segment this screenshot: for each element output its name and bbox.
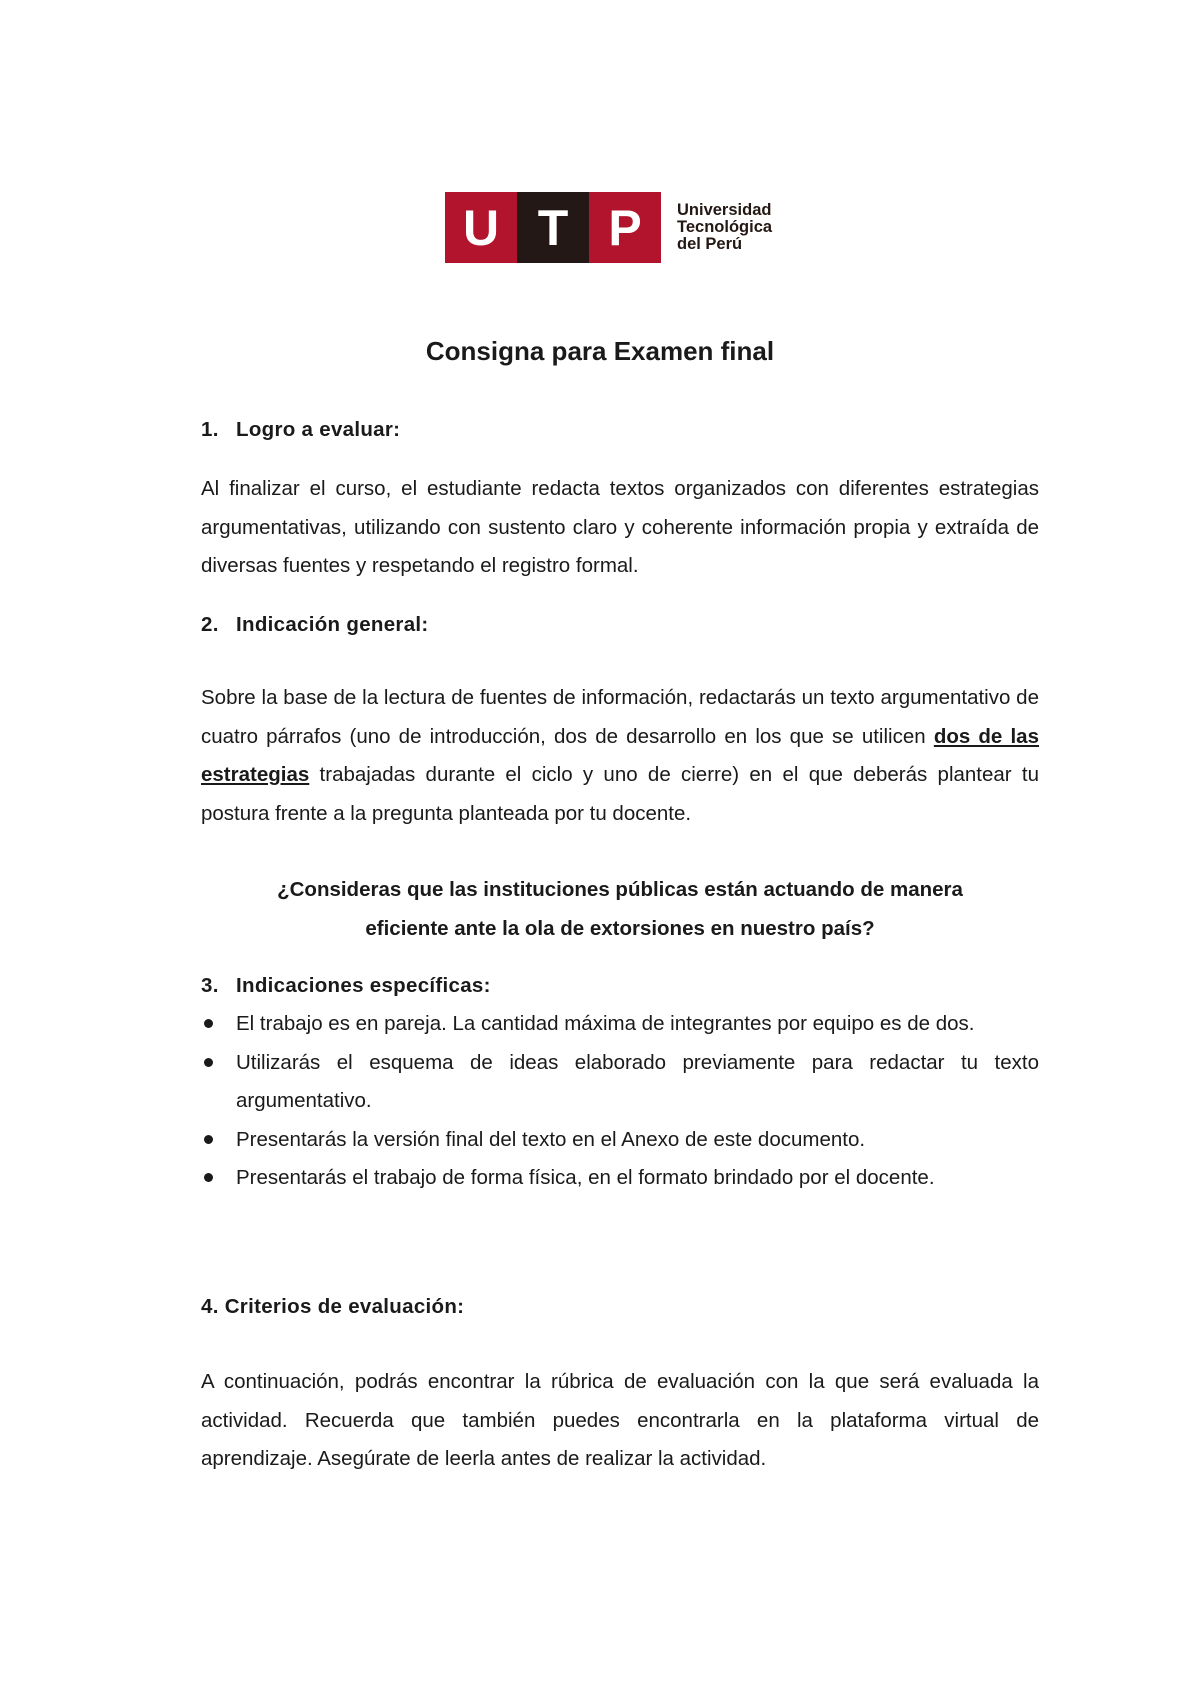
section-2-heading: [201, 613, 1039, 637]
logo-name-line: del Perú: [677, 235, 743, 253]
list-item: [201, 1159, 1039, 1198]
paragraph-text: Sobre la base de la lectura de fuentes de información, redactarás un texto argumentativo de cuatro párrafos (uno de introducción, dos de desarrollo en los que se utilicen: [201, 686, 1039, 748]
emphasized-text: dos de las estrategias: [201, 724, 1039, 786]
bullet-icon: [204, 1135, 213, 1144]
section-title: Indicaciones específicas:: [236, 974, 491, 997]
logo-letter-t: T: [517, 192, 589, 263]
section-1-heading: [201, 418, 1039, 442]
section-3-list: [201, 1005, 1039, 1198]
section-title: Logro a evaluar:: [236, 418, 401, 441]
section-4-paragraph: A continuación, podrás encontrar la rúbrica de evaluación con la que será evaluada la actividad. Recuerda que también puedes encontrarla en la plataforma virtual de aprendizaje. Asegúrate de leerla antes de realizar la actividad.: [201, 1370, 1039, 1470]
bullet-icon: [204, 1019, 213, 1028]
utp-logo: [445, 192, 772, 263]
section-4-heading: 4. Criterios de evaluación:: [201, 1295, 465, 1318]
logo-university-name: [677, 202, 772, 253]
bullet-icon: [204, 1173, 213, 1182]
section-3-heading: [201, 974, 1039, 998]
list-item: [201, 1121, 1039, 1160]
question-line: eficiente ante la ola de extorsiones en nuestro país?: [365, 916, 875, 940]
section-number: 1.: [201, 418, 219, 441]
section-title: Indicación general:: [236, 613, 429, 636]
list-item: [201, 1044, 1039, 1121]
guiding-question: [201, 871, 1039, 948]
list-item-text: Presentarás el trabajo de forma física, en el formato brindado por el docente.: [236, 1166, 935, 1189]
section-number: 2.: [201, 613, 219, 636]
section-number: 3.: [201, 974, 219, 997]
section-2-paragraph: [201, 679, 1039, 833]
list-item-text: Presentarás la versión final del texto en el Anexo de este documento.: [236, 1127, 866, 1151]
list-item: [201, 1005, 1039, 1044]
logo-name-line: Tecnológica: [677, 218, 773, 236]
bullet-icon: [204, 1058, 213, 1067]
document-title: Consigna para Examen final: [425, 336, 775, 366]
paragraph-text: trabajadas durante el ciclo y uno de cierre) en el que deberás plantear tu postura frente a la pregunta planteada por tu docente.: [201, 763, 1039, 825]
list-item-text: Utilizarás el esquema de ideas elaborado previamente para redactar tu texto argumentativo.: [236, 1050, 1039, 1112]
list-item-text: El trabajo es en pareja. La cantidad máxima de integrantes por equipo es de dos.: [236, 1012, 975, 1035]
section-1-paragraph: Al finalizar el curso, el estudiante redacta textos organizados con diferentes estrategias argumentativas, utilizando con sustento claro y coherente información propia y extraída de diversas fuentes y respetando el registro formal.: [201, 477, 1039, 577]
logo-letter-u: U: [445, 192, 517, 263]
logo-letter-p: P: [589, 192, 661, 263]
question-line: ¿Consideras que las instituciones públicas están actuando de manera: [277, 878, 963, 901]
logo-name-line: Universidad: [677, 201, 772, 219]
